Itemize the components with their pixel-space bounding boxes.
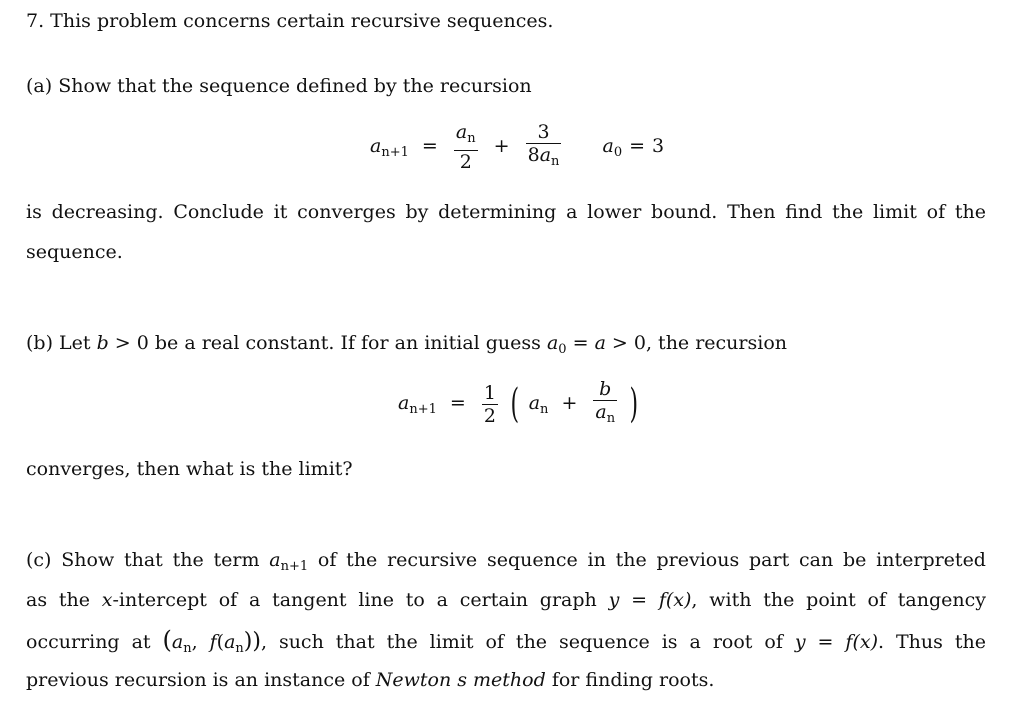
eq-b-an: $a_n$ (528, 392, 549, 417)
eq-b-left-paren: ( (510, 381, 520, 427)
eq-b-equals: = (449, 392, 466, 414)
eq-a-equals: = (421, 135, 438, 157)
part-c-line-2: as the x-intercept of a tangent line to a certain graph y = f(x), with the point of tangency (26, 589, 987, 611)
eq-b-right-paren: ) (629, 381, 639, 427)
part-b-outro: converges, then what is the limit? (26, 458, 353, 480)
eq-b-frac: $\frac{b}{a_n}$ (595, 378, 616, 426)
eq-a-lhs: $a_{n+1}$ (370, 135, 409, 160)
eq-a-frac-1: $\frac{a_n}{2}$ (455, 121, 476, 173)
part-a-line-1: is decreasing. Conclude it converges by determining a lower bound. Then find the limit of the (26, 201, 986, 223)
eq-b-plus: + (561, 392, 578, 414)
part-a-equation (370, 121, 664, 173)
eq-a-initial: $a_0 = 3$ (602, 135, 665, 160)
part-b-equation (398, 378, 642, 430)
eq-a-plus: + (493, 135, 510, 157)
problem-heading: 7. This problem concerns certain recursive sequences. (26, 10, 554, 32)
part-a-intro: (a) Show that the sequence defined by the recursion (26, 75, 532, 97)
newtons-method-emphasis: Newton s method (375, 669, 546, 691)
eq-a-frac-2: $\frac{3}{8a_n}$ (527, 121, 560, 169)
eq-b-lhs: $a_{n+1}$ (398, 392, 437, 417)
eq-b-half: $\frac{1}{2}$ (483, 381, 496, 427)
part-c-line-1: (c) Show that the term $a_{n+1}$ of the recursive sequence in the previous part can be interpreted (26, 549, 986, 574)
part-b-intro: (b) Let b > 0 be a real constant. If for an initial guess $a_0 = a > 0$, the recursion (26, 332, 788, 357)
part-a-line-2: sequence. (26, 241, 123, 263)
part-c-line-3: occurring at ($a_n$, $f(a_n)$), such that the limit of the sequence is a root of y = f(x). Thus the (26, 626, 986, 656)
part-c-line-4: previous recursion is an instance of Newton s method for finding roots. (26, 669, 715, 691)
